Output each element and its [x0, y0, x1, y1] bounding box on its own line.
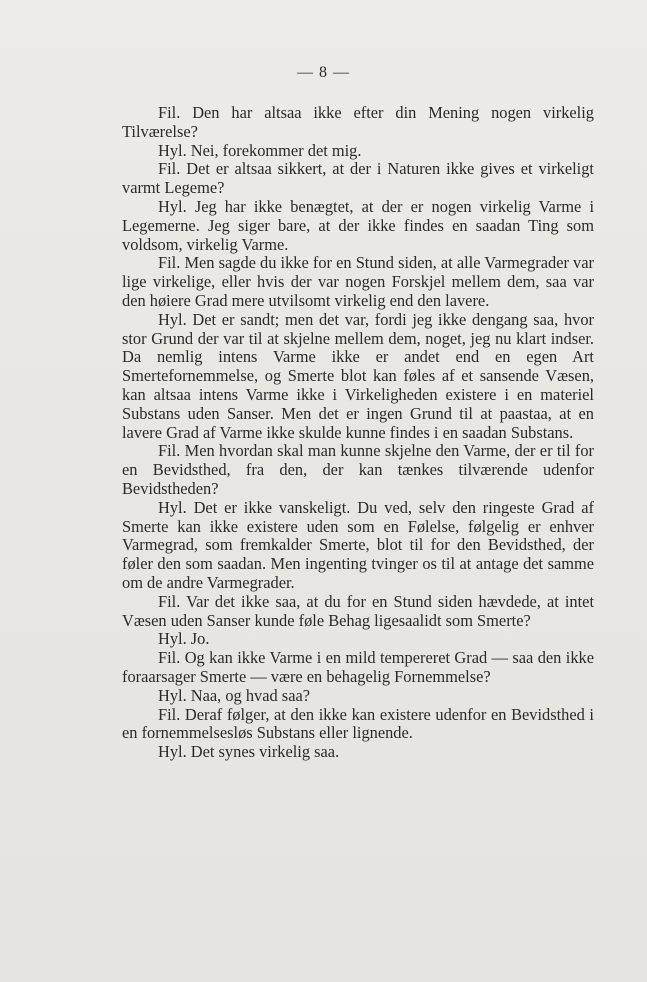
- page-number: — 8 —: [297, 64, 350, 81]
- paragraph: Hyl. Det er ikke vanskeligt. Du ved, selv den ringeste Grad af Smerte kan ikke existere uden som en Følelse, følgelig er enhver Varmegrad, som fremkalder Smerte, blot til for den Bevidsthed, der føler den som saadan. Men ingenting tvinger os til at antage det samme om de andre Varmegrader.: [122, 497, 594, 592]
- paragraph: Fil. Det er altsaa sikkert, at der i Naturen ikke gives et virkeligt varmt Legeme?: [122, 159, 594, 198]
- paragraph: Hyl. Det er sandt; men det var, fordi jeg ikke dengang saa, hvor stor Grund der var til at skjelne mellem dem, noget, jeg nu klart indser. Da nemlig intens Varme ikke er andet end en egen Art Smertefornemmelse, og Smerte blot kan føles af et sansende Væsen, kan altsaa intens Varme ikke i Virkeligheden existere i en materiel Substans uden Sanser. Men det er ingen Grund til at paastaa, at en lavere Grad af Varme ikke skulde kunne findes i en saadan Substans.: [122, 309, 594, 442]
- body-text: [122, 104, 594, 762]
- paragraph: Hyl. Nei, forekommer det mig.: [158, 140, 362, 160]
- paragraph: Fil. Men sagde du ikke for en Stund siden, at alle Varmegrader var lige virkelige, eller hvis der var nogen Forskjel mellem dem, saa var den høiere Grad mere utvilsomt virkelig end den lavere.: [122, 253, 594, 310]
- paragraph: Fil. Men hvordan skal man kunne skjelne den Varme, der er til for en Bevidsthed, fra den, der kan tænkes tilværende udenfor Bevidstheden?: [122, 441, 594, 498]
- paragraph: Hyl. Jo.: [158, 629, 210, 649]
- paragraph: Hyl. Jeg har ikke benægtet, at der er nogen virkelig Varme i Legemerne. Jeg siger bare, at der ikke findes en saadan Ting som voldsom, virkelig Varme.: [122, 196, 594, 254]
- paragraph: Fil. Og kan ikke Varme i en mild tempereret Grad — saa den ikke foraarsager Smerte — være en behagelig Fornemmelse?: [122, 648, 594, 686]
- paragraph: Hyl. Naa, og hvad saa?: [158, 685, 311, 705]
- paragraph: Fil. Var det ikke saa, at du for en Stund siden hævdede, at intet Væsen uden Sanser kunde føle Behag ligesaalidt som Smerte?: [122, 591, 594, 630]
- paragraph: Fil. Deraf følger, at den ikke kan existere udenfor en Bevidsthed i en fornemmelsesløs Substans eller lignende.: [122, 704, 594, 743]
- paragraph: Hyl. Det synes virkelig saa.: [158, 742, 340, 762]
- paragraph: Fil. Den har altsaa ikke efter din Mening nogen virkelig Tilværelse?: [122, 103, 594, 141]
